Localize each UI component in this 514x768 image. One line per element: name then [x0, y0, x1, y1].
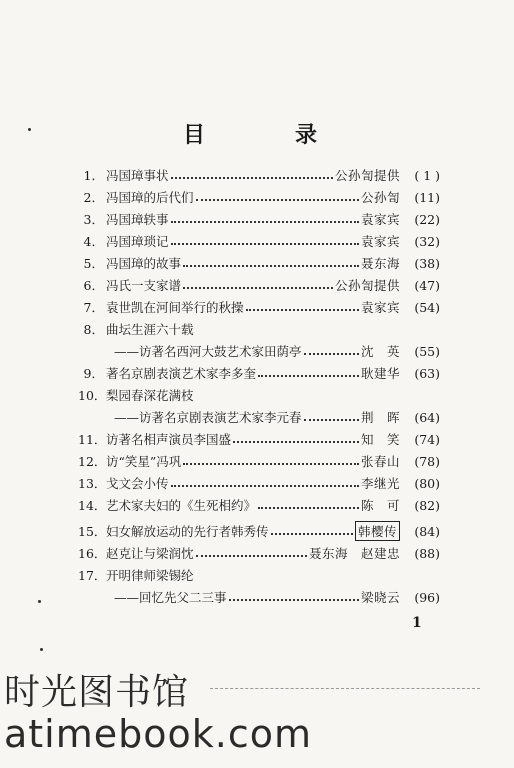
toc-entry — [78, 363, 440, 383]
toc-entry-page: (38) — [414, 255, 440, 271]
toc-entry-number: 4． — [83, 234, 104, 249]
toc-entry-page: ( 1 ) — [414, 167, 440, 183]
toc-entry-author: 袁家宾 — [360, 300, 400, 315]
scan-speck — [38, 600, 41, 603]
toc-entry-number: 3． — [83, 212, 104, 227]
toc-entry-author: 公孙訇提供 — [334, 168, 400, 183]
toc-entry-title: 戈文会小传 — [106, 476, 169, 491]
toc-entry — [78, 565, 440, 585]
toc-entry-author: 张春山 — [360, 454, 400, 469]
toc-entry-author: 公孙訇 — [360, 190, 400, 205]
toc-entry-page: (54) — [414, 299, 440, 315]
toc-entry-title: ——回忆先父二三事 — [114, 590, 227, 605]
toc-entry-page: (63) — [414, 365, 440, 381]
toc-entry-page: (47) — [414, 277, 440, 293]
toc-entry-title: 冯国璋的后代们 — [106, 190, 194, 205]
toc-entry-page: (84) — [414, 523, 440, 539]
toc-entry-number: 7． — [83, 300, 104, 315]
toc-entry-number: 8． — [83, 322, 104, 337]
watermark-chinese: 时光图书馆 — [4, 672, 190, 713]
toc-entry-title: 冯国璋琐记 — [106, 234, 169, 249]
toc-leader-dots — [171, 243, 359, 245]
toc-leader-dots — [171, 485, 359, 487]
toc-leader-dots — [304, 353, 359, 355]
toc-entry-number: 10． — [78, 388, 107, 403]
toc-entry-title: 赵克让与梁润忱 — [106, 546, 194, 561]
toc-entry — [78, 231, 440, 251]
toc-entry — [78, 297, 440, 317]
toc-entry-number: 16． — [78, 546, 107, 561]
toc-entry — [78, 385, 440, 405]
scan-speck — [40, 648, 43, 651]
toc-entry-page: (88) — [414, 545, 440, 561]
toc-leader-dots — [196, 555, 307, 557]
toc-entry-number: 6． — [83, 278, 104, 293]
toc-entry-page: (96) — [414, 589, 440, 605]
toc-entry-title: 冯国璋轶事 — [106, 212, 169, 227]
toc-entry-number: 15． — [78, 524, 107, 539]
toc-entry-title: ——访著名西河大鼓艺术家田荫亭 — [114, 344, 302, 359]
toc-entry-title: 冯国璋事状 — [106, 168, 169, 183]
toc-leader-dots — [258, 507, 359, 509]
toc-entry-author: 荆 晖 — [360, 410, 400, 425]
toc-entry — [78, 187, 440, 207]
toc-entry — [78, 495, 440, 515]
toc-entry-title: 艺术家夫妇的《生死相约》 — [106, 498, 257, 513]
toc-entry — [78, 521, 440, 541]
toc-entry-page: (74) — [414, 431, 440, 447]
toc-entry-page: (22) — [414, 211, 440, 227]
toc-entry-title: 妇女解放运动的先行者韩秀传 — [106, 524, 269, 539]
toc-entry-number: 11． — [78, 432, 107, 447]
toc-entry-title: 梨园春深花满枝 — [106, 388, 194, 403]
toc-entry-number: 5． — [83, 256, 104, 271]
toc-entry-author: 韩樱传 — [355, 521, 400, 541]
toc-entry-author: 耿建华 — [360, 366, 400, 381]
toc-entry-page: (80) — [414, 475, 440, 491]
toc-leader-dots — [171, 177, 333, 179]
toc-leader-dots — [171, 221, 359, 223]
toc-entry-title: 冯氏一支家谱 — [106, 278, 182, 293]
toc-entry-page: (32) — [414, 233, 440, 249]
toc-entry-number: 17． — [78, 568, 107, 583]
toc-leader-dots — [271, 533, 353, 535]
toc-leader-dots — [183, 265, 359, 267]
toc-leader-dots — [183, 463, 359, 465]
toc-entry-page: (78) — [414, 453, 440, 469]
toc-entry-title: 著名京剧表演艺术家李多奎 — [106, 366, 257, 381]
toc-entry-number: 9． — [83, 366, 104, 381]
toc-leader-dots — [183, 287, 333, 289]
watermark-url: atimebook.com — [4, 712, 313, 756]
toc-leader-dots — [304, 419, 359, 421]
toc-entry — [78, 165, 440, 185]
toc-entry — [78, 473, 440, 493]
toc-entry-page: (11) — [414, 189, 440, 205]
toc-entry-title: 开明律师梁锡纶 — [106, 568, 194, 583]
toc-leader-dots — [229, 599, 359, 601]
toc-entry-number: 2． — [83, 190, 104, 205]
toc-entry — [78, 253, 440, 273]
toc-leader-dots — [246, 309, 359, 311]
toc-entry-page: (55) — [414, 343, 440, 359]
toc-entry — [78, 209, 440, 229]
toc-entry-number: 13． — [78, 476, 107, 491]
scan-speck — [28, 128, 31, 131]
toc-entry — [78, 429, 440, 449]
toc-entry-title: 曲坛生涯六十载 — [106, 322, 194, 337]
toc-entry — [78, 341, 440, 361]
toc-entry-author: 陈 可 — [360, 498, 400, 513]
toc-entry-page: (82) — [414, 497, 440, 513]
toc-entry-author: 知 笑 — [360, 432, 400, 447]
toc-entry — [78, 275, 440, 295]
toc-entry-author: 沈 英 — [360, 344, 400, 359]
toc-entry-title: 袁世凯在河间举行的秋操 — [106, 300, 244, 315]
toc-entry-title: 访著名相声演员李国盛 — [106, 432, 232, 447]
toc-entry-page: (64) — [414, 409, 440, 425]
toc-entry-author: 李继光 — [360, 476, 400, 491]
page-title: 目 录 — [182, 122, 351, 148]
toc-leader-dots — [258, 375, 359, 377]
toc-entry-title: 冯国璋的故事 — [106, 256, 182, 271]
toc-entry-author: 聂东海 — [360, 256, 400, 271]
toc-entry — [78, 543, 440, 563]
toc-entry-author: 袁家宾 — [360, 234, 400, 249]
toc-entry-number: 14． — [78, 498, 107, 513]
toc-entry — [78, 587, 440, 607]
toc-entry-title: ——访著名京剧表演艺术家李元春 — [114, 410, 302, 425]
toc-entry-author: 梁晓云 — [360, 590, 400, 605]
footer-rule — [210, 688, 480, 689]
toc-entry — [78, 319, 440, 339]
toc-entry — [78, 451, 440, 471]
toc-entry-number: 1． — [83, 168, 104, 183]
toc-entry-number: 12． — [78, 454, 107, 469]
toc-entry-author: 聂东海 赵建忠 — [308, 546, 400, 561]
toc-entry — [78, 407, 440, 427]
toc-leader-dots — [196, 199, 359, 201]
toc-entry-author: 袁家宾 — [360, 212, 400, 227]
toc-leader-dots — [233, 441, 359, 443]
toc-entry-title: 访“笑星”冯巩 — [106, 454, 182, 469]
page-number: 1 — [412, 615, 422, 631]
toc-entry-author: 公孙訇提供 — [334, 278, 400, 293]
